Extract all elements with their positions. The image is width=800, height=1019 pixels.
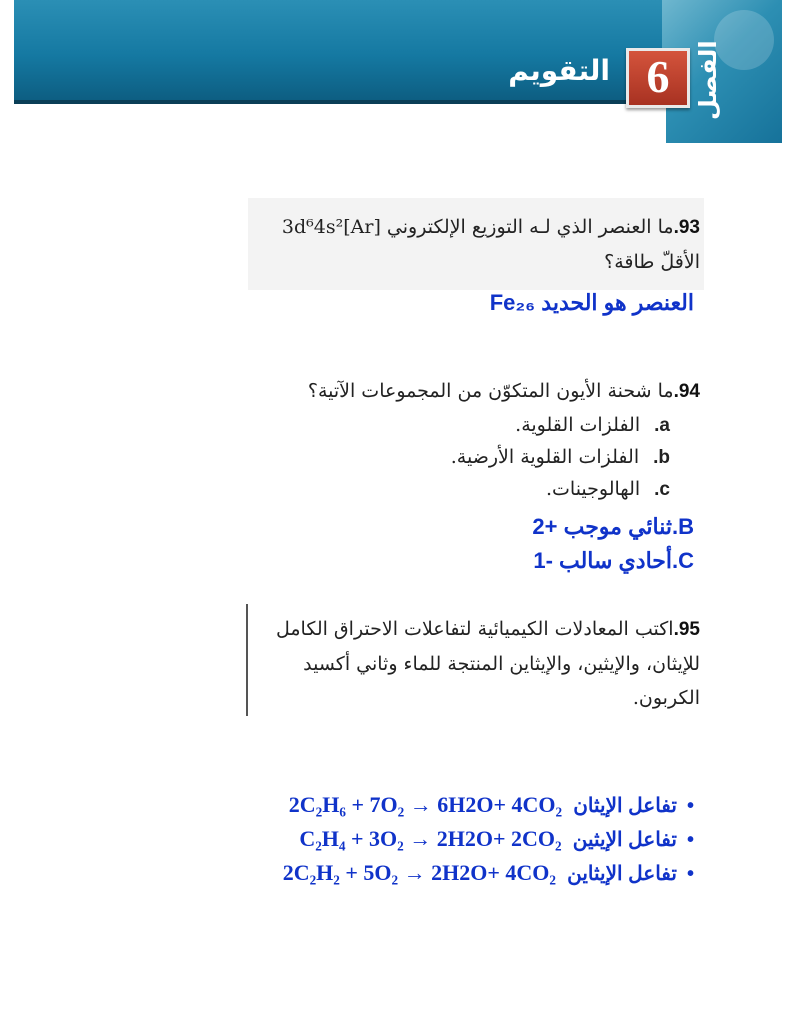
question-93-line2: الأقلّ طاقة؟ [604,251,700,273]
banner-gap [656,104,666,144]
answer-94-b: B.ثنائي موجب +2 [532,514,694,539]
question-95 [250,612,700,715]
option-a [515,414,670,437]
equation-label: تفاعل الإيثان [573,795,677,817]
bullet: • [686,795,694,817]
question-number: 93. [673,217,700,238]
question-number: 94. [673,381,700,402]
answer-94-c: C.أحادي سالب -1 [533,548,694,573]
question-text: ما العنصر الذي لـه التوزيع الإلكتروني [Ar]3d⁶4s² [281,216,674,238]
question-95-line3: الكربون. [632,687,700,709]
question-93-line1 [250,210,700,245]
option-letter: b. [653,447,670,468]
question-text: اكتب المعادلات الكيميائية لتفاعلات الاحتراق الكامل [275,618,674,640]
equation-label: تفاعل الإيثين [572,829,677,851]
question-94 [308,374,700,409]
question-95-line1 [250,612,700,647]
equation-formula: C₂H₄ + 3O₂ → 2H2O+ 2CO₂ [299,826,562,851]
question-number: 95. [673,619,700,640]
page-title: التقويم [508,54,610,87]
question-text: ما شحنة الأيون المتكوّن من المجموعات الآتية؟ [307,380,674,402]
option-text: الهالوجينات. [545,478,641,500]
answer-93: العنصر هو الحديد Fe₂₆ [489,290,694,315]
equation-label: تفاعل الإيثاين [567,863,677,885]
option-letter: a. [654,415,670,436]
option-text: الفلزات القلوية الأرضية. [450,446,640,468]
bullet: • [686,829,694,851]
option-b [451,446,670,469]
equation-formula: 2C₂H₂ + 5O₂ → 2H2O+ 4CO₂ [282,860,556,885]
equation-ethyne [283,860,694,886]
equation-ethene [299,826,694,852]
chapter-number-badge: 6 [626,48,690,108]
option-c [546,478,670,501]
option-text: الفلزات القلوية. [515,414,641,436]
question-95-bar [246,604,248,716]
question-95-line2: للإيثان، والإيثين، والإيثاين المنتجة للماء وثاني أكسيد [303,653,700,675]
question-93 [250,210,700,279]
option-letter: c. [654,479,670,500]
chapter-banner [14,0,674,104]
equation-formula: 2C₂H₆ + 7O₂ → 6H2O+ 4CO₂ [288,792,563,817]
bullet: • [686,863,694,885]
chapter-word: الفصل [694,40,722,120]
equation-ethane [289,792,694,818]
